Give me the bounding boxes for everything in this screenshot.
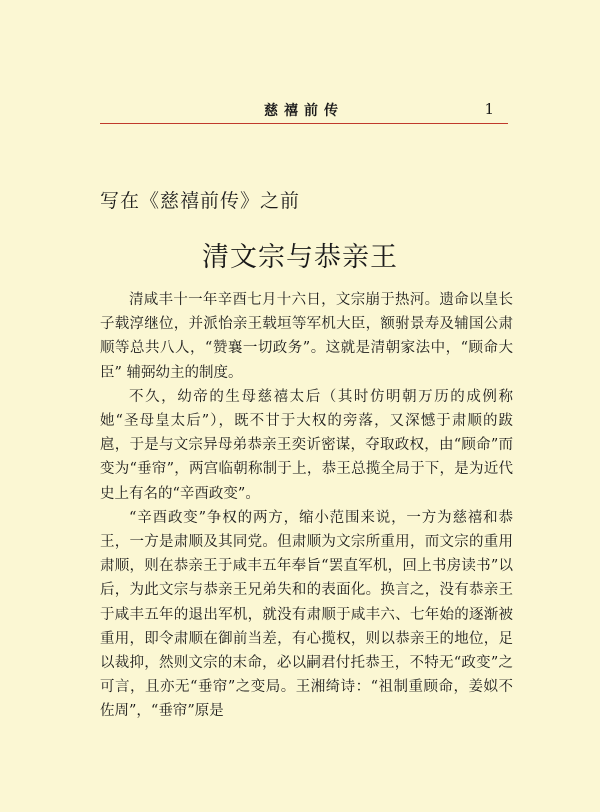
paragraph: “辛酉政变”争权的两方，缩小范围来说，一方为慈禧和恭王，一方是肃顺及其同党。但肃顺为文宗所重用，而文宗的重用肃顺，则在恭亲王于咸丰五年奉旨“罢直军机，回上书房读书”以后，为此文宗与恭亲王兄弟失和的表面化。换言之，没有恭亲王于咸丰五年的退出军机，就没有肃顺于咸丰六、七年始的逐渐被重用，即令肃顺在御前当差，有心揽权，则以恭亲王的地位，足以裁抑，然则文宗的末命，必以嗣君付托恭王，不特无“政变”之可言，且亦无“垂帘”之变局。王湘绮诗：“祖制重顾命，姜姒不佐周”，“垂帘”原是 [100, 509, 513, 720]
running-header [100, 100, 508, 122]
chapter-title: 清文宗与恭亲王 [202, 242, 398, 273]
body-text [100, 288, 513, 724]
running-title: 慈禧前传 [264, 103, 344, 119]
section-heading: 写在《慈禧前传》之前 [100, 190, 301, 212]
header-rule [100, 123, 508, 124]
page-number: 1 [484, 100, 494, 118]
paragraph: 不久，幼帝的生母慈禧太后（其时仿明朝万历的成例称她“圣母皇太后”），既不甘于大权的旁落，又深憾于肃顺的跋扈，于是与文宗异母弟恭亲王奕䜣密谋，夺取政权，由“顾命”而变为“垂帘”，两宫临朝称制于上，恭王总揽全局于下，是为近代史上有名的“辛酉政变”。 [100, 388, 513, 502]
paragraph: 清咸丰十一年辛酉七月十六日，文宗崩于热河。遗命以皇长子载淳继位，并派怡亲王载垣等军机大臣，额驸景寿及辅国公肃顺等总共八人，“赞襄一切政务”。这就是清朝家法中，“顾命大臣” 辅弼幼主的制度。 [100, 292, 513, 381]
